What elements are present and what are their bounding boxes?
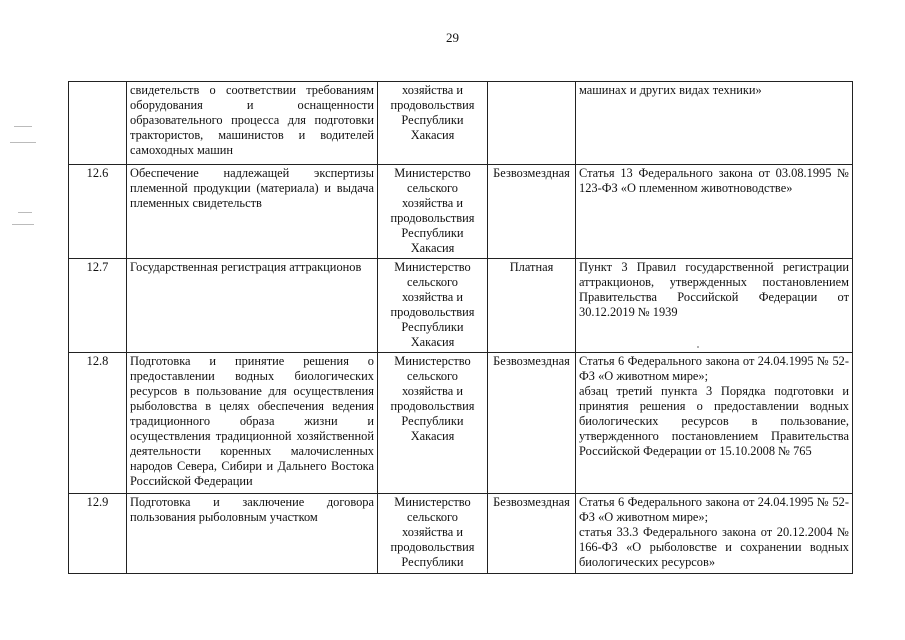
agency-line: продовольствия xyxy=(390,211,475,225)
agency-line: продовольствия xyxy=(390,399,475,413)
legal-basis-paragraph: машинах и других видах техники» xyxy=(579,83,762,97)
legal-basis xyxy=(576,494,853,574)
service-number: 12.7 xyxy=(69,259,127,353)
agency-line: продовольствия xyxy=(390,305,475,319)
agency-line: Хакасия xyxy=(410,335,455,349)
service-number xyxy=(69,82,127,165)
agency-line: Республики xyxy=(401,226,464,240)
legal-basis xyxy=(576,82,853,165)
fee-type: Безвозмездная xyxy=(488,165,576,259)
services-table-body xyxy=(69,82,853,574)
responsible-agency xyxy=(378,353,488,494)
service-number: 12.9 xyxy=(69,494,127,574)
service-name: Подготовка и заключение договора пользования рыболовным участком xyxy=(127,494,378,574)
agency-line: сельского xyxy=(406,181,459,195)
agency-line: Министерство xyxy=(394,166,471,180)
legal-basis xyxy=(576,259,853,353)
responsible-agency xyxy=(378,494,488,574)
service-number: 12.6 xyxy=(69,165,127,259)
table-row xyxy=(69,353,853,494)
agency-line: хозяйства и xyxy=(402,290,463,304)
table-row xyxy=(69,259,853,353)
service-name: Государственная регистрация аттракционов xyxy=(127,259,378,353)
agency-line: Министерство xyxy=(394,260,471,274)
services-table xyxy=(68,81,853,574)
scan-margin-marks xyxy=(10,120,60,240)
agency-line: Республики xyxy=(401,320,464,334)
agency-line: Министерство xyxy=(394,495,471,509)
agency-line: Хакасия xyxy=(410,241,455,255)
agency-line: Республики xyxy=(401,113,464,127)
service-name: Подготовка и принятие решения о предоставлении водных биологических ресурсов в пользование для осуществления рыболовства в целях обеспечения ведения традиционного образа жизни и осуществления традиционной хозяйственной деятельности коренных малочисленных народов Севера, Сибири и Дальнего Востока Российской Федерации xyxy=(127,353,378,494)
agency-line: Хакасия xyxy=(410,429,455,443)
responsible-agency xyxy=(378,259,488,353)
legal-basis-paragraph: Статья 13 Федерального закона от 03.08.1995 № 123-ФЗ «О племенном животноводстве» xyxy=(579,166,849,195)
responsible-agency xyxy=(378,82,488,165)
legal-basis-paragraph: статья 33.3 Федерального закона от 20.12.2004 № 166-ФЗ «О рыболовстве и сохранении водных биологических ресурсов» xyxy=(579,525,849,569)
fee-type xyxy=(488,82,576,165)
agency-line: хозяйства и xyxy=(402,525,463,539)
agency-line: продовольствия xyxy=(390,540,475,554)
fee-type: Безвозмездная xyxy=(488,353,576,494)
fee-type: Безвозмездная xyxy=(488,494,576,574)
legal-basis-paragraph: Пункт 3 Правил государственной регистрации аттракционов, утвержденных постановлением Правительства Российской Федерации от 30.12.2019 № 1939 xyxy=(579,260,849,319)
agency-line: Республики xyxy=(401,414,464,428)
page-number: 29 xyxy=(446,30,459,45)
legal-basis-paragraph: абзац третий пункта 3 Порядка подготовки и принятия решения о предоставлении водных биологических ресурсов в пользование, утвержденного постановлением Правительства Российской Федерации от 15.10.2008 № 765 xyxy=(579,384,849,458)
table-row xyxy=(69,494,853,574)
table-row xyxy=(69,82,853,165)
agency-line: Министерство xyxy=(394,354,471,368)
service-number: 12.8 xyxy=(69,353,127,494)
service-name: свидетельств о соответствии требованиям оборудования и оснащенности образовательного процесса для подготовки трактористов, машинистов и водителей самоходных машин xyxy=(127,82,378,165)
table-row xyxy=(69,165,853,259)
service-name: Обеспечение надлежащей экспертизы племенной продукции (материала) и выдача племенных свидетельств xyxy=(127,165,378,259)
legal-basis xyxy=(576,353,853,494)
legal-basis xyxy=(576,165,853,259)
agency-line: сельского xyxy=(406,369,459,383)
agency-line: Хакасия xyxy=(410,128,455,142)
agency-line: сельского xyxy=(406,510,459,524)
legal-basis-paragraph: Статья 6 Федерального закона от 24.04.1995 № 52-ФЗ «О животном мире»; xyxy=(579,354,849,383)
agency-line: хозяйства и xyxy=(402,384,463,398)
fee-type: Платная xyxy=(488,259,576,353)
responsible-agency xyxy=(378,165,488,259)
legal-basis-paragraph: Статья 6 Федерального закона от 24.04.1995 № 52-ФЗ «О животном мире»; xyxy=(579,495,849,524)
agency-line: сельского xyxy=(406,275,459,289)
agency-line: продовольствия xyxy=(390,98,475,112)
agency-line: хозяйства и xyxy=(402,196,463,210)
agency-line: Республики xyxy=(401,555,464,569)
agency-line: хозяйства и xyxy=(402,83,463,97)
